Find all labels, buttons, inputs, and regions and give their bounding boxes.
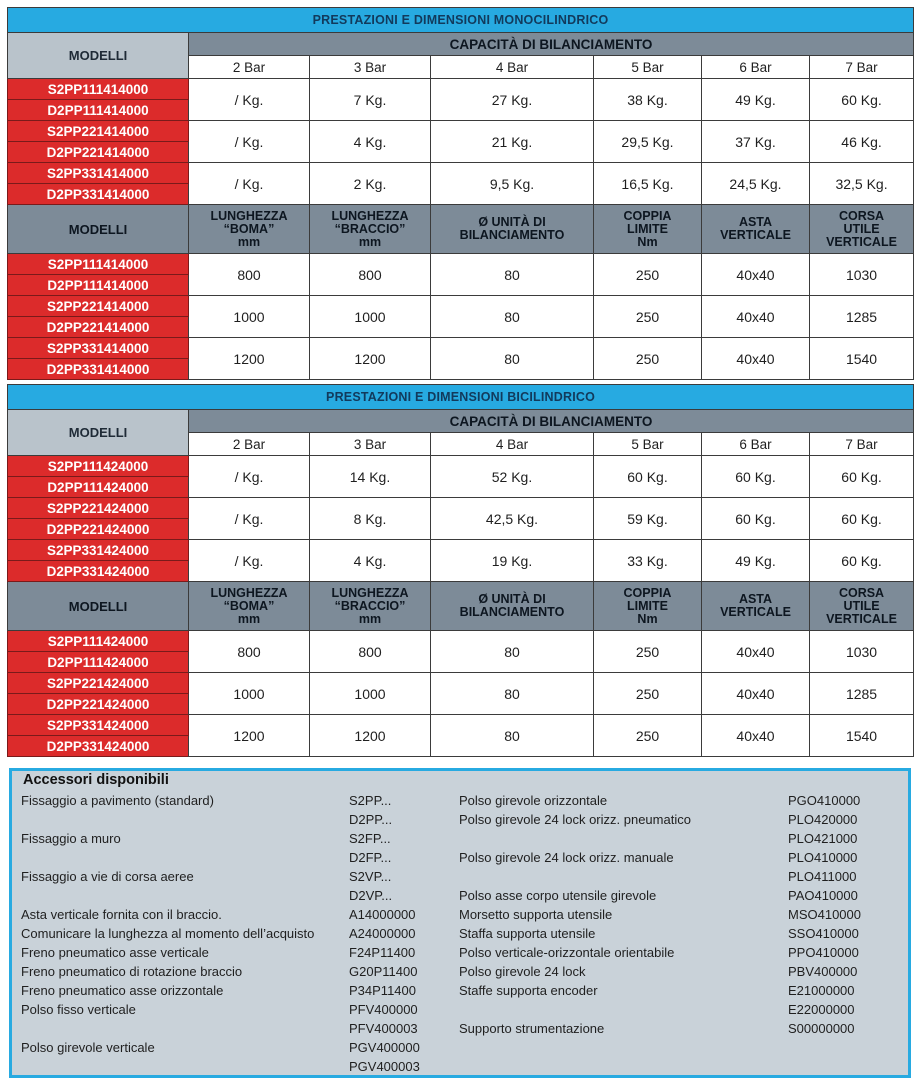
model-code: S2PP331424000 [8,540,189,561]
model-code: D2PP221414000 [8,317,189,338]
dimension-value: 80 [431,296,594,338]
modelli-header: MODELLI [8,205,189,254]
accessories-panel [9,768,911,1078]
model-code: S2PP221424000 [8,673,189,694]
mono-table [7,7,914,380]
model-code: S2PP331424000 [8,715,189,736]
capacity-value: 60 Kg. [702,456,810,498]
dimension-header-line: LUNGHEZZA [331,585,409,600]
capacity-value: 24,5 Kg. [702,163,810,205]
dimension-header-line: CORSA [838,585,885,600]
dimension-header [431,582,594,631]
dimension-header-line: Nm [637,611,658,626]
accessory-code: S00000000 [788,1021,855,1036]
capacity-value: 52 Kg. [431,456,594,498]
capacity-value: / Kg. [189,79,310,121]
pressure-header: 2 Bar [189,56,310,79]
accessory-code: PLO411000 [788,869,857,884]
accessory-code: D2VP... [349,888,393,903]
dimension-header-line: ASTA [738,592,773,606]
capacity-value: 4 Kg. [310,540,431,582]
capacity-value: 8 Kg. [310,498,431,540]
accessory-label: Polso fisso verticale [21,1002,136,1017]
dimension-value: 250 [594,338,702,380]
accessory-code: MSO410000 [788,907,861,922]
accessory-label: Staffa supporta utensile [459,926,596,941]
dimension-header [702,582,810,631]
dimension-value: 1000 [310,296,431,338]
dimension-value: 1200 [310,338,431,380]
dimension-value: 1000 [189,296,310,338]
model-code: D2PP331424000 [8,561,189,582]
accessory-code: PGV400000 [349,1040,420,1055]
capacity-value: 19 Kg. [431,540,594,582]
capacity-value: 29,5 Kg. [594,121,702,163]
dimension-value: 800 [310,254,431,296]
model-code: D2PP331424000 [8,736,189,757]
dimension-value: 1200 [189,338,310,380]
pressure-header: 4 Bar [431,56,594,79]
pressure-header: 2 Bar [189,433,310,456]
dimension-value: 1540 [810,715,914,757]
dimension-header [594,582,702,631]
accessory-label: Polso asse corpo utensile girevole [459,888,657,903]
accessory-label: Polso verticale-orizzontale orientabile [459,945,675,960]
pressure-header: 6 Bar [702,56,810,79]
capacita-header: CAPACITÀ DI BILANCIAMENTO [189,410,914,433]
model-code: S2PP111414000 [8,79,189,100]
accessory-code: S2VP... [349,869,392,884]
model-code: S2PP111424000 [8,631,189,652]
capacity-value: 14 Kg. [310,456,431,498]
capacity-value: 59 Kg. [594,498,702,540]
accessory-code: E21000000 [788,983,855,998]
dimension-header-line: “BOMA” [223,221,275,236]
dimension-value: 1000 [310,673,431,715]
accessory-code: PPO410000 [788,945,859,960]
accessory-label: Freno pneumatico di rotazione braccio [21,964,243,979]
dimension-value: 1000 [189,673,310,715]
accessory-code: A24000000 [349,926,416,941]
accessory-code: S2FP... [349,831,391,846]
dimension-value: 1030 [810,254,914,296]
modelli-header: MODELLI [8,582,189,631]
capacity-value: 7 Kg. [310,79,431,121]
accessory-code: PGO410000 [788,793,861,808]
dimension-header [810,205,914,254]
bi-table [7,384,914,757]
pressure-header: 5 Bar [594,56,702,79]
dimension-header-line: VERTICALE [720,605,791,619]
dimension-header [310,582,431,631]
model-code: D2PP221424000 [8,694,189,715]
dimension-header-line: LIMITE [627,598,668,613]
dimension-header-line: mm [237,611,261,626]
dimension-header-line: VERTICALE [826,234,897,249]
capacity-value: 38 Kg. [594,79,702,121]
dimension-header [189,582,310,631]
capacity-value: 60 Kg. [810,456,914,498]
pressure-header: 7 Bar [810,56,914,79]
dimension-header [810,582,914,631]
model-code: S2PP221414000 [8,296,189,317]
dimension-header-line: Ø UNITÀ DI [478,215,546,229]
dimension-header-line: COPPIA [623,585,672,600]
accessory-code: S2PP... [349,793,392,808]
dimension-header-line: mm [358,611,382,626]
capacity-value: 27 Kg. [431,79,594,121]
dimension-value: 1030 [810,631,914,673]
model-code: D2PP111424000 [8,652,189,673]
accessory-code: G20P11400 [349,964,418,979]
model-code: D2PP221414000 [8,142,189,163]
dimension-header-line: “BRACCIO” [334,221,406,236]
dimension-header-line: CORSA [838,208,885,223]
dimension-value: 1540 [810,338,914,380]
dimension-value: 1200 [189,715,310,757]
dimension-header-line: COPPIA [623,208,672,223]
accessory-label: Supporto strumentazione [459,1021,605,1036]
capacity-value: 60 Kg. [594,456,702,498]
capacity-value: 42,5 Kg. [431,498,594,540]
model-code: S2PP331414000 [8,163,189,184]
accessory-label: Fissaggio a pavimento (standard) [21,793,214,808]
model-code: D2PP111424000 [8,477,189,498]
dimension-value: 80 [431,631,594,673]
pressure-header: 5 Bar [594,433,702,456]
accessory-label: Comunicare la lunghezza al momento dell’acquisto [21,926,315,941]
capacity-value: 2 Kg. [310,163,431,205]
capacity-value: 46 Kg. [810,121,914,163]
dimension-header-line: LUNGHEZZA [331,208,409,223]
capacita-header: CAPACITÀ DI BILANCIAMENTO [189,33,914,56]
accessory-label: Staffe supporta encoder [459,983,598,998]
dimension-header [189,205,310,254]
accessory-label: Polso girevole 24 lock [459,964,586,979]
capacity-value: 16,5 Kg. [594,163,702,205]
capacity-value: 60 Kg. [702,498,810,540]
capacity-value: 49 Kg. [702,540,810,582]
accessory-code: A14000000 [349,907,416,922]
dimension-header-line: BILANCIAMENTO [459,605,565,619]
dimension-value: 250 [594,673,702,715]
capacity-value: 60 Kg. [810,498,914,540]
dimension-value: 1285 [810,296,914,338]
capacity-value: 4 Kg. [310,121,431,163]
accessory-code: SSO410000 [788,926,859,941]
dimension-value: 80 [431,715,594,757]
dimension-header-line: ASTA [738,215,773,229]
dimension-value: 1200 [310,715,431,757]
accessory-code: PGV400003 [349,1059,420,1074]
capacity-value: / Kg. [189,498,310,540]
dimension-value: 40x40 [702,254,810,296]
accessory-label: Polso girevole 24 lock orizz. manuale [459,850,674,865]
dimension-value: 80 [431,338,594,380]
dimension-header-line: Nm [637,234,658,249]
accessory-label: Freno pneumatico asse orizzontale [21,983,224,998]
dimension-header [310,205,431,254]
modelli-header: MODELLI [8,33,189,79]
accessory-label: Polso girevole verticale [21,1040,155,1055]
dimension-header-line: Ø UNITÀ DI [478,592,546,606]
capacity-value: 60 Kg. [810,540,914,582]
capacity-value: 33 Kg. [594,540,702,582]
dimension-header-line: VERTICALE [720,228,791,242]
capacity-value: / Kg. [189,540,310,582]
bi-banner: PRESTAZIONI E DIMENSIONI BICILINDRICO [8,385,914,410]
accessory-code: PBV400000 [788,964,858,979]
dimension-header-line: UTILE [843,221,880,236]
accessory-label: Fissaggio a muro [21,831,121,846]
modelli-header: MODELLI [8,410,189,456]
dimension-header-line: mm [237,234,261,249]
pressure-header: 7 Bar [810,433,914,456]
dimension-value: 40x40 [702,296,810,338]
capacity-value: 60 Kg. [810,79,914,121]
model-code: D2PP221424000 [8,519,189,540]
dimension-value: 250 [594,254,702,296]
pressure-header: 6 Bar [702,433,810,456]
model-code: D2PP331414000 [8,184,189,205]
capacity-value: / Kg. [189,456,310,498]
model-code: S2PP221414000 [8,121,189,142]
dimension-value: 250 [594,631,702,673]
accessory-label: Asta verticale fornita con il braccio. [21,907,222,922]
capacity-value: 37 Kg. [702,121,810,163]
dimension-header-line: LUNGHEZZA [210,585,288,600]
model-code: S2PP221424000 [8,498,189,519]
dimension-value: 800 [310,631,431,673]
model-code: S2PP111424000 [8,456,189,477]
model-code: D2PP111414000 [8,100,189,121]
dimension-value: 40x40 [702,631,810,673]
dimension-header [431,205,594,254]
pressure-header: 3 Bar [310,433,431,456]
accessory-code: PLO421000 [788,831,858,846]
accessories-title: Accessori disponibili [23,772,169,788]
dimension-header-line: mm [358,234,382,249]
accessory-code: PFV400003 [349,1021,418,1036]
accessory-code: F24P11400 [349,945,416,960]
model-code: S2PP111414000 [8,254,189,275]
capacity-value: 21 Kg. [431,121,594,163]
accessory-code: E22000000 [788,1002,855,1017]
dimension-header-line: VERTICALE [826,611,897,626]
dimension-value: 80 [431,673,594,715]
accessory-code: PFV400000 [349,1002,418,1017]
dimension-value: 40x40 [702,673,810,715]
accessory-code: D2PP... [349,812,393,827]
dimension-value: 80 [431,254,594,296]
accessory-label: Morsetto supporta utensile [459,907,613,922]
dimension-header-line: “BRACCIO” [334,598,406,613]
dimension-header-line: “BOMA” [223,598,275,613]
dimension-value: 250 [594,296,702,338]
model-code: D2PP331414000 [8,359,189,380]
accessory-label: Polso girevole 24 lock orizz. pneumatico [459,812,691,827]
capacity-value: / Kg. [189,121,310,163]
accessory-label: Freno pneumatico asse verticale [21,945,209,960]
dimension-header [594,205,702,254]
dimension-value: 250 [594,715,702,757]
accessory-label: Fissaggio a vie di corsa aeree [21,869,194,884]
accessory-code: D2FP... [349,850,392,865]
dimension-header-line: UTILE [843,598,880,613]
capacity-value: 9,5 Kg. [431,163,594,205]
dimension-header-line: LUNGHEZZA [210,208,288,223]
capacity-value: 49 Kg. [702,79,810,121]
mono-banner: PRESTAZIONI E DIMENSIONI MONOCILINDRICO [8,8,914,33]
accessory-code: PLO410000 [788,850,858,865]
pressure-header: 4 Bar [431,433,594,456]
capacity-value: / Kg. [189,163,310,205]
pressure-header: 3 Bar [310,56,431,79]
dimension-header-line: LIMITE [627,221,668,236]
dimension-value: 40x40 [702,338,810,380]
dimension-value: 40x40 [702,715,810,757]
model-code: D2PP111414000 [8,275,189,296]
dimension-value: 1285 [810,673,914,715]
capacity-value: 32,5 Kg. [810,163,914,205]
dimension-header-line: BILANCIAMENTO [459,228,565,242]
accessory-code: PAO410000 [788,888,858,903]
dimension-value: 800 [189,631,310,673]
accessory-code: P34P11400 [349,983,416,998]
accessory-code: PLO420000 [788,812,858,827]
dimension-value: 800 [189,254,310,296]
model-code: S2PP331414000 [8,338,189,359]
dimension-header [702,205,810,254]
accessory-label: Polso girevole orizzontale [459,793,608,808]
